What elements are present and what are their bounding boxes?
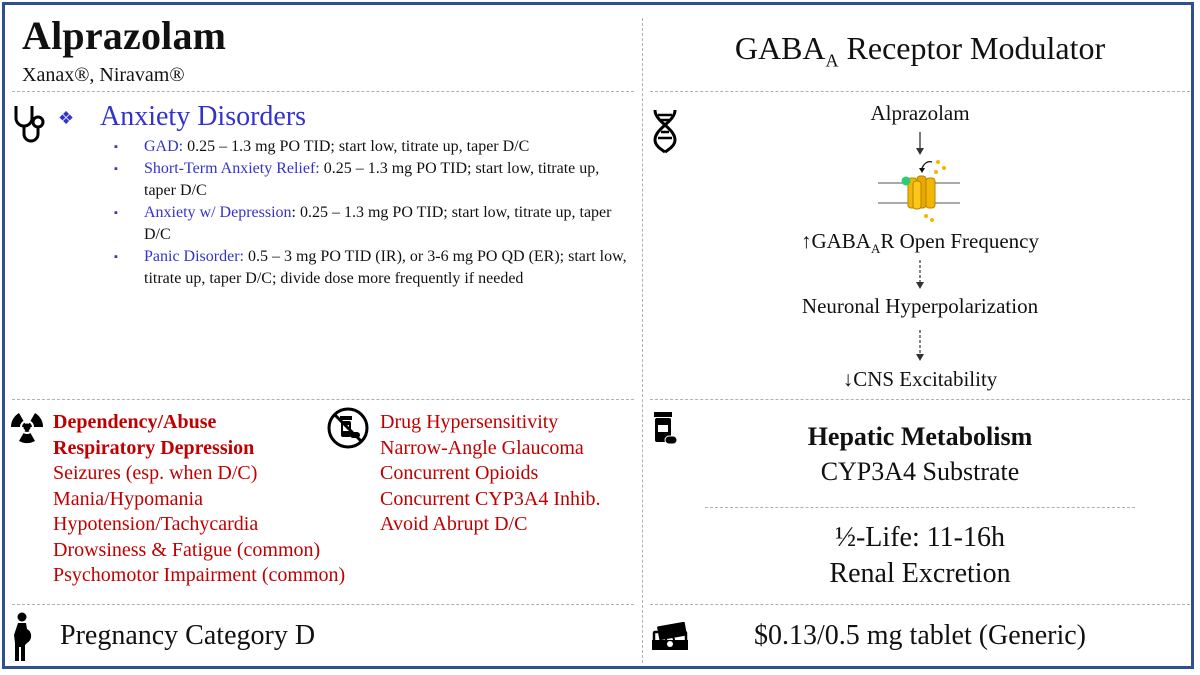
indication-list — [114, 136, 628, 290]
pregnant-woman-icon — [10, 612, 36, 667]
pk-half-life: ½-Life: 11-16h — [834, 522, 1006, 553]
moa-step-cns — [645, 367, 1195, 392]
moa-title-rest: Receptor Modulator — [838, 30, 1106, 66]
moa-step1-rest: R Open Frequency — [880, 229, 1040, 253]
moa-title-subscript: A — [825, 50, 839, 71]
drug-name: Alprazolam — [22, 13, 227, 58]
diamond-bullet-icon: ❖ — [58, 108, 75, 128]
contraindication: Narrow-Angle Glaucoma — [380, 436, 584, 459]
bullet-icon: ▪ — [114, 207, 118, 219]
bullet-icon: ▪ — [114, 251, 118, 263]
indication-name: Anxiety w/ Depression — [144, 204, 292, 221]
indications-divider — [12, 399, 634, 400]
footer-divider-left — [12, 604, 634, 605]
stethoscope-icon — [12, 104, 48, 149]
brand-names: Xanax®, Niravam® — [22, 64, 185, 86]
moa-title — [650, 30, 1190, 71]
vertical-divider — [642, 18, 643, 663]
moa-title-main: GABA — [734, 30, 826, 66]
moa-step-open-frequency — [645, 229, 1195, 257]
dashed-arrow-icon — [915, 260, 925, 295]
adverse-effects-list — [53, 410, 345, 589]
indication-name: Panic Disorder: — [144, 248, 244, 265]
arrow-down-icon: ↓ — [842, 367, 854, 391]
indication-dosing: 0.25 – 1.3 mg PO TID; start low, titrate up, taper D/C — [183, 138, 530, 155]
contraindication: Concurrent CYP3A4 Inhib. — [380, 487, 601, 510]
header-divider — [12, 91, 634, 92]
moa-step1-main: GABA — [811, 229, 871, 253]
indication-item — [114, 158, 628, 202]
moa-step3-text: CNS Excitability — [853, 367, 998, 391]
adverse-effect: Drowsiness & Fatigue (common) — [53, 538, 321, 561]
indication-name: Short-Term Anxiety Relief: — [144, 160, 320, 177]
adverse-effect: Mania/Hypomania — [53, 487, 203, 510]
indication-item — [114, 136, 628, 158]
indication-name: GAD: — [144, 138, 184, 155]
contraindication: Concurrent Opioids — [380, 462, 539, 484]
indication-item — [114, 202, 628, 246]
gaba-receptor-channel-icon — [874, 156, 964, 231]
indication-title: Anxiety Disorders — [100, 101, 307, 132]
indication-dosing: 0.5 – 3 mg PO TID (IR), or 3-6 mg PO QD (ER); start low, titrate up, taper D/C; divide dose more frequently if needed — [144, 248, 627, 287]
adverse-effect-serious: Dependency/Abuse — [53, 411, 217, 433]
arrow-up-icon: ↑ — [800, 229, 812, 253]
indication-dosing: 0.25 – 1.3 mg PO TID; start low, titrate up, taper D/C — [144, 160, 600, 199]
pk-divider — [705, 507, 1135, 508]
pk-metabolism: Hepatic Metabolism — [807, 422, 1033, 451]
pk-excretion: Renal Excretion — [829, 558, 1011, 589]
moa-drug-label: Alprazolam — [870, 101, 970, 125]
contraindication: Drug Hypersensitivity — [380, 411, 559, 433]
contraindications-list — [380, 410, 601, 538]
adverse-effect: Psychomotor Impairment (common) — [53, 564, 346, 586]
radiation-hazard-icon — [10, 410, 44, 449]
indication-item — [114, 246, 628, 290]
adverse-effect: Hypotension/Tachycardia — [53, 513, 259, 535]
bullet-icon: ▪ — [114, 141, 118, 153]
moa-step-hyperpolarization: Neuronal Hyperpolarization — [801, 294, 1039, 318]
indication-dosing: : 0.25 – 1.3 mg PO TID; start low, titrate up, taper D/C — [144, 204, 612, 243]
adverse-effect-serious: Respiratory Depression — [53, 436, 255, 459]
drug-cost: $0.13/0.5 mg tablet (Generic) — [753, 620, 1086, 651]
adverse-effect: Seizures (esp. when D/C) — [53, 462, 258, 484]
pregnancy-category: Pregnancy Category D — [60, 620, 316, 651]
moa-title-divider — [650, 91, 1190, 92]
contraindication: Avoid Abrupt D/C — [380, 513, 528, 535]
no-medication-icon — [326, 406, 370, 455]
bullet-icon: ▪ — [114, 163, 118, 175]
moa-divider — [650, 399, 1190, 400]
dashed-arrow-icon — [915, 330, 925, 367]
pk-substrate: CYP3A4 Substrate — [820, 457, 1020, 486]
moa-step1-subscript: A — [870, 241, 881, 257]
footer-divider-right — [650, 604, 1190, 605]
